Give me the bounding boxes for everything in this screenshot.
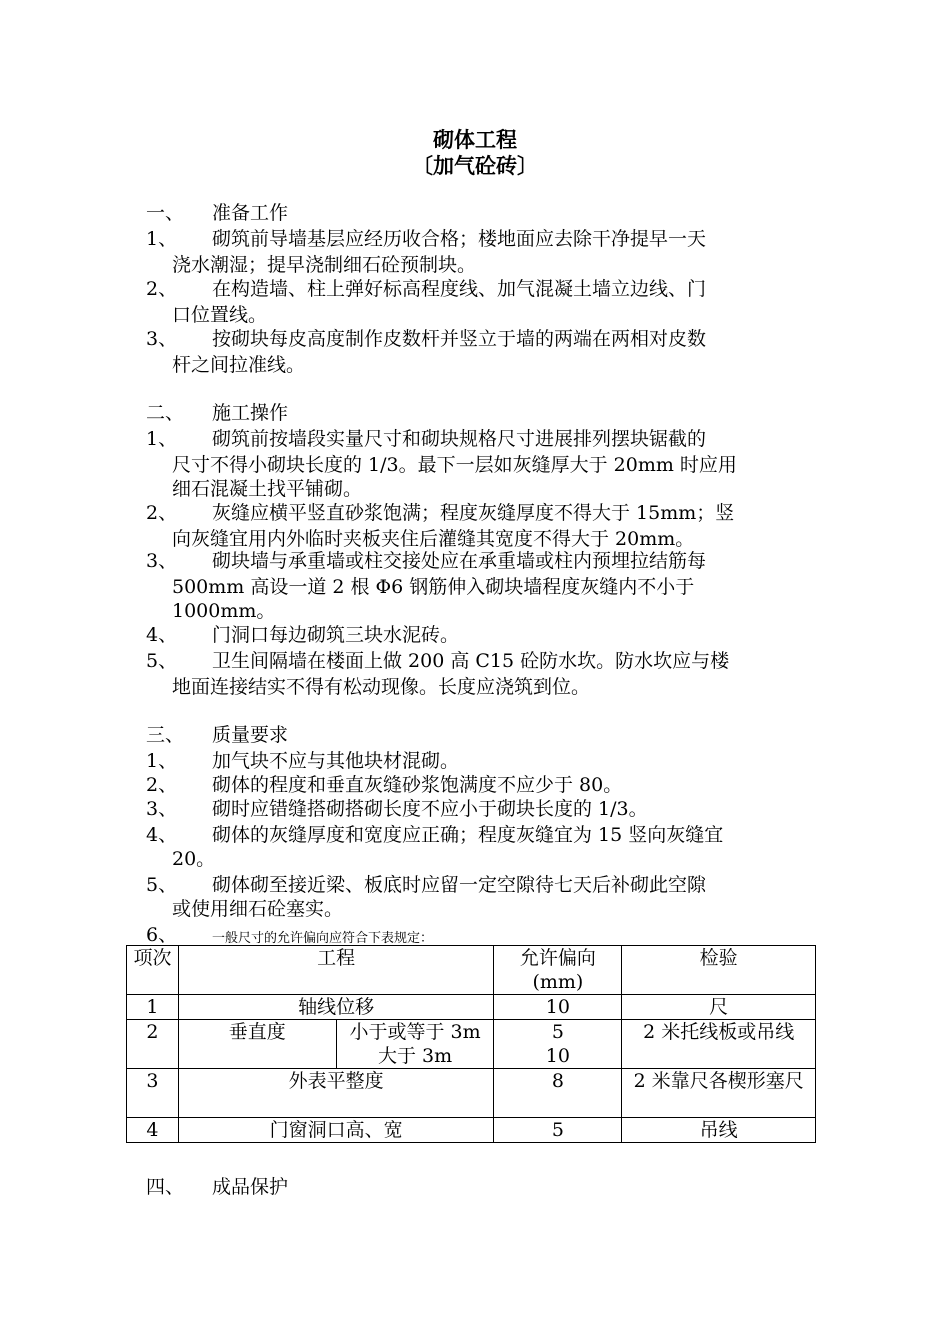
tolerance-table	[126, 945, 816, 1143]
table-row	[127, 1069, 816, 1118]
section-number: 一、	[146, 202, 185, 224]
table-cell: 门窗洞口高、宽	[178, 1118, 494, 1143]
item-continuation: 浇水潮湿；提早浇制细石砼预制块。	[172, 254, 477, 276]
section-number: 二、	[146, 402, 185, 424]
item-text: 灰缝应横平竖直砂浆饱满；程度灰缝厚度不得大于 15mm；竖	[212, 502, 735, 524]
item-text: 一般尺寸的允许偏向应符合下表规定：	[212, 931, 434, 946]
item-number: 5、	[146, 650, 178, 672]
item-text: 门洞口每边砌筑三块水泥砖。	[212, 624, 460, 646]
item-text: 砌时应错缝搭砌搭砌长度不应小于砌块长度的 1/3。	[212, 798, 648, 820]
table-row	[127, 1118, 816, 1143]
item-number: 4、	[146, 624, 178, 646]
section-title: 准备工作	[212, 202, 289, 224]
table-subcell: 5	[551, 1021, 564, 1043]
item-continuation: 向灰缝宜用内外临时夹板夹住后灌缝其宽度不得大于 20mm。	[172, 528, 695, 550]
table-cell: 8	[494, 1069, 622, 1118]
section-number: 四、	[146, 1176, 185, 1198]
table-cell: 外表平整度	[178, 1069, 494, 1118]
item-number: 3、	[146, 798, 178, 820]
item-text: 加气块不应与其他块材混砌。	[212, 750, 460, 772]
table-cell: 垂直度	[178, 1020, 336, 1069]
item-number: 5、	[146, 874, 178, 896]
item-number: 6、	[146, 924, 178, 946]
table-subcell: 大于 3m	[377, 1045, 453, 1067]
table-cell: 2	[127, 1020, 179, 1069]
item-continuation: 1000mm。	[172, 600, 276, 622]
item-text: 砌筑前导墙基层应经历收合格；楼地面应去除干净提早一天	[212, 228, 707, 250]
item-continuation: 20。	[172, 848, 216, 870]
item-continuation: 杆之间拉准线。	[172, 354, 306, 376]
header-cell: 允许偏向(mm)	[494, 946, 622, 995]
item-number: 3、	[146, 328, 178, 350]
document-title: 砌体工程	[433, 127, 517, 152]
table-cell	[336, 1020, 494, 1069]
item-number: 4、	[146, 824, 178, 846]
table-cell: 轴线位移	[178, 995, 494, 1020]
item-text: 砌筑前按墙段实量尺寸和砌块规格尺寸进展排列摆块锯截的	[212, 428, 707, 450]
item-continuation: 细石混凝土找平铺砌。	[172, 478, 363, 500]
item-number: 2、	[146, 502, 178, 524]
item-continuation: 或使用细石砼塞实。	[172, 898, 344, 920]
item-number: 1、	[146, 750, 178, 772]
header-cell: 工程	[178, 946, 494, 995]
item-text: 砌体的灰缝厚度和宽度应正确；程度灰缝宜为 15 竖向灰缝宜	[212, 824, 724, 846]
item-number: 3、	[146, 550, 178, 572]
table-row	[127, 1020, 816, 1069]
item-text: 按砌块每皮高度制作皮数杆并竖立于墙的两端在两相对皮数	[212, 328, 707, 350]
item-number: 2、	[146, 278, 178, 300]
item-text: 砌块墙与承重墙或柱交接处应在承重墙或柱内预埋拉结筋每	[212, 550, 707, 572]
table-subcell: 10	[545, 1045, 570, 1067]
table-cell: 2 米靠尺各楔形塞尺	[622, 1069, 816, 1118]
item-number: 2、	[146, 774, 178, 796]
item-number: 1、	[146, 428, 178, 450]
table-subcell: 小于或等于 3m	[349, 1021, 481, 1043]
table-cell	[494, 1020, 622, 1069]
section-title: 施工操作	[212, 402, 289, 424]
item-continuation: 500mm 高设一道 2 根 Φ6 钢筋伸入砌块墙程度灰缝内不小于	[172, 576, 695, 598]
section-title: 质量要求	[212, 724, 289, 746]
item-text: 砌体砌至接近梁、板底时应留一定空隙待七天后补砌此空隙	[212, 874, 707, 896]
document-subtitle: 〔加气砼砖〕	[412, 153, 538, 178]
table-cell: 4	[127, 1118, 179, 1143]
item-text: 砌体的程度和垂直灰缝砂浆饱满度不应少于 80。	[212, 774, 623, 796]
item-text: 卫生间隔墙在楼面上做 200 高 C15 砼防水坎。防水坎应与楼	[212, 650, 730, 672]
table-cell: 1	[127, 995, 179, 1020]
item-text: 在构造墙、柱上弹好标高程度线、加气混凝土墙立边线、门	[212, 278, 707, 300]
table-row	[127, 995, 816, 1020]
table-cell: 2 米托线板或吊线	[622, 1020, 816, 1069]
table-cell: 10	[494, 995, 622, 1020]
section-number: 三、	[146, 724, 185, 746]
table-cell: 尺	[622, 995, 816, 1020]
item-continuation: 尺寸不得小砌块长度的 1/3。最下一层如灰缝厚大于 20mm 时应用	[172, 454, 737, 476]
item-continuation: 口位置线。	[172, 304, 268, 326]
section-title: 成品保护	[212, 1176, 289, 1198]
item-number: 1、	[146, 228, 178, 250]
table-header-row	[127, 946, 816, 995]
table-cell: 吊线	[622, 1118, 816, 1143]
table-cell: 5	[494, 1118, 622, 1143]
item-continuation: 地面连接结实不得有松动现像。长度应浇筑到位。	[172, 676, 591, 698]
header-cell: 检验	[622, 946, 816, 995]
table-cell: 3	[127, 1069, 179, 1118]
header-cell: 项次	[127, 946, 179, 995]
